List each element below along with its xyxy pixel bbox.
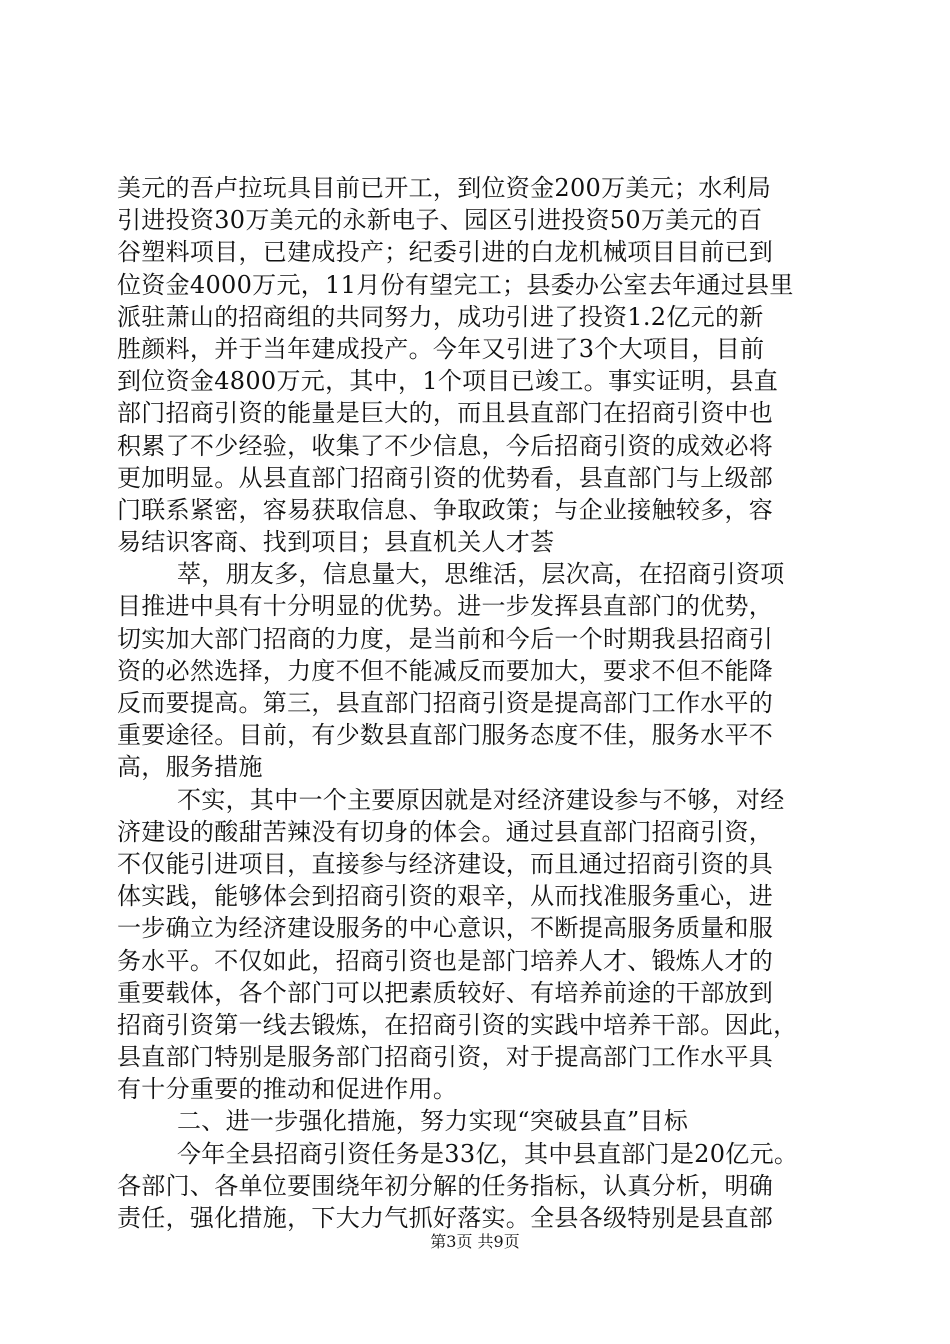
page-footer: 第3页 共9页 — [430, 1232, 520, 1251]
text-line: 体实践，能够体会到招商引资的艰辛，从而找准服务重心，进 — [117, 882, 774, 911]
text-line: 美元的吾卢拉玩具目前已开工，到位资金200万美元；水利局 — [117, 174, 772, 202]
text-line: 重要途径。目前，有少数县直部门服务态度不佳，服务水平不 — [117, 721, 774, 750]
text-line: 县直部门特别是服务部门招商引资，对于提高部门工作水平具 — [117, 1043, 774, 1072]
text-line: 反而要提高。第三，县直部门招商引资是提高部门工作水平的 — [117, 689, 774, 717]
text-line: 胜颜料，并于当年建成投产。今年又引进了3个大项目，目前 — [117, 334, 765, 363]
text-line: 务水平。不仅如此，招商引资也是部门培养人才、锻炼人才的 — [117, 946, 774, 975]
document-body — [117, 172, 833, 1234]
text-line: 部门招商引资的能量是巨大的，而且县直部门在招商引资中也 — [117, 399, 774, 428]
text-line: 高，服务措施 — [117, 753, 263, 782]
text-line: 更加明显。从县直部门招商引资的优势看，县直部门与上级部 — [117, 463, 774, 492]
text-line: 派驻萧山的招商组的共同努力，成功引进了投资1.2亿元的新 — [117, 302, 764, 331]
text-line: 责任，强化措施，下大力气抓好落实。全县各级特别是县直部 — [117, 1204, 774, 1232]
text-line: 门联系紧密，容易获取信息、争取政策；与企业接触较多，容 — [117, 495, 774, 524]
text-line: 一步确立为经济建设服务的中心意识，不断提高服务质量和服 — [117, 914, 774, 943]
text-line: 二、进一步强化措施，努力实现“突破县直”目标 — [177, 1107, 689, 1136]
text-line: 谷塑料项目，已建成投产；纪委引进的白龙机械项目目前已到 — [117, 238, 774, 267]
text-line: 位资金4000万元，11月份有望完工；县委办公室去年通过县里 — [117, 270, 794, 299]
text-line: 切实加大部门招商的力度，是当前和今后一个时期我县招商引 — [117, 624, 774, 653]
text-line: 易结识客商、找到项目；县直机关人才荟 — [117, 528, 555, 557]
text-line: 招商引资第一线去锻炼，在招商引资的实践中培养干部。因此， — [117, 1010, 798, 1039]
text-line: 有十分重要的推动和促进作用。 — [117, 1075, 458, 1104]
text-line: 资的必然选择，力度不但不能减反而要加大，要求不但不能降 — [117, 656, 774, 685]
text-line: 重要载体，各个部门可以把素质较好、有培养前途的干部放到 — [117, 978, 774, 1007]
text-line: 济建设的酸甜苦辣没有切身的体会。通过县直部门招商引资， — [117, 817, 774, 846]
text-line: 萃，朋友多，信息量大，思维活，层次高，在招商引资项 — [177, 560, 785, 589]
text-line: 今年全县招商引资任务是33亿，其中县直部门是20亿元。 — [177, 1139, 799, 1168]
text-line: 到位资金4800万元，其中，1个项目已竣工。事实证明，县直 — [117, 367, 779, 396]
text-line: 积累了不少经验，收集了不少信息，今后招商引资的成效必将 — [117, 431, 774, 460]
text-line: 不实，其中一个主要原因就是对经济建设参与不够，对经 — [177, 785, 785, 814]
text-line: 各部门、各单位要围绕年初分解的任务指标，认真分析，明确 — [117, 1171, 774, 1200]
text-line: 不仅能引进项目，直接参与经济建设，而且通过招商引资的具 — [117, 849, 774, 878]
text-line: 引进投资30万美元的永新电子、园区引进投资50万美元的百 — [117, 206, 763, 235]
text-line: 目推进中具有十分明显的优势。进一步发挥县直部门的优势， — [117, 592, 774, 621]
